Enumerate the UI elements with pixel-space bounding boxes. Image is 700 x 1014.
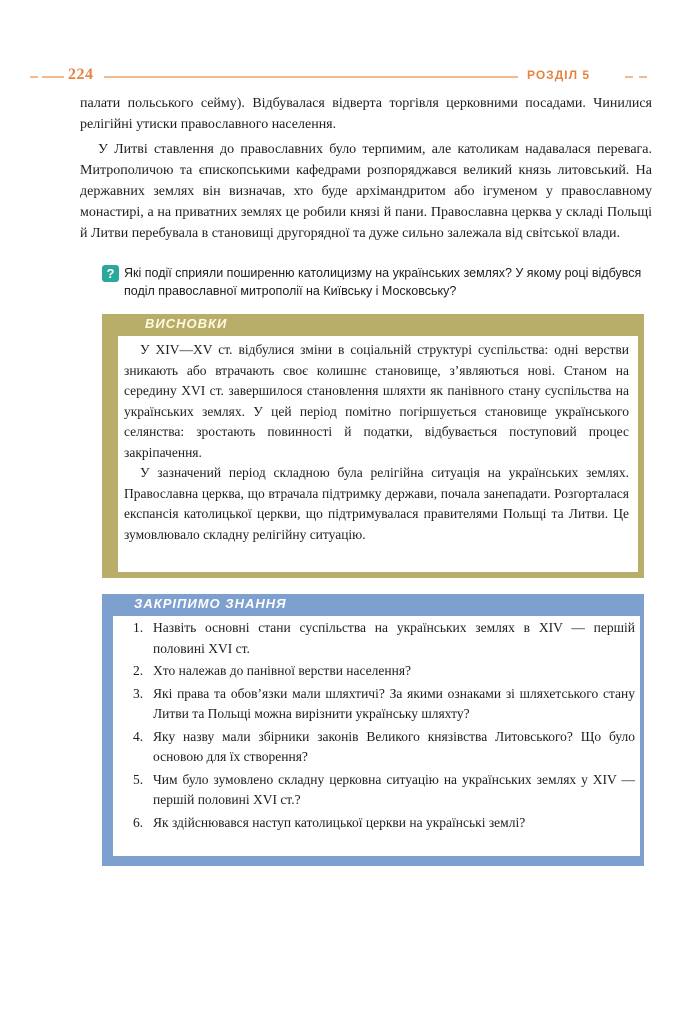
conclusions-paragraph-2: У зазначений період складною була релігійна ситуація на українських землях. Православна церква, що втрачала підтримку держави, почала занепадати. Розгорталася експансія католицької церкви, що підтримувалася правителями Польщі та Литви. Це зумовлювало складну релігійну ситуацію. bbox=[124, 465, 629, 542]
knowledge-list bbox=[113, 618, 635, 835]
conclusions-box bbox=[102, 314, 644, 578]
question-text: Які події сприяли поширенню католицизму на українських землях? У якому році відбувся поділ православної митрополії на Київську і Московську? bbox=[124, 266, 642, 298]
list-item: 4. Яку назву мали збірники законів Великого князівства Литовського? Що було основою для їх створення? bbox=[133, 728, 635, 764]
conclusions-content bbox=[118, 336, 638, 572]
header-dash-right-2 bbox=[639, 76, 647, 78]
page-header bbox=[0, 66, 700, 88]
knowledge-box bbox=[102, 594, 644, 866]
list-item: 1. Назвіть основні стани суспільства на українських землях в XIV — першій половині XVI ст. bbox=[133, 620, 635, 656]
list-item: 2. Хто належав до панівної верстви населення? bbox=[133, 663, 412, 678]
knowledge-content bbox=[113, 616, 640, 856]
paragraph-lithuania: У Литві ставлення до православних було терпимим, але католикам надавалася перевага. Митрополичою та єпископськими кафедрами розпоряджався великий князь литовський. На державних землях він визначав, хто буде архімандритом або ігуменом у православному монастирі, а на приватних землях це робили князі й пани. Православна церква у складі Польщі й Литви перебувала в становищі другорядної та дуже сильно залежала від світської влади. bbox=[80, 142, 652, 241]
header-rule-center bbox=[104, 76, 518, 78]
header-dash bbox=[30, 76, 38, 78]
list-item: 6. Як здійснювався наступ католицької церкви на українські землі? bbox=[133, 814, 526, 830]
page-number: 224 bbox=[68, 66, 94, 83]
list-item: 3. Які права та обов’язки мали шляхтичі? За якими ознаками зі шляхетського стану Литви та Польщі можна вирізнити українську шляхту? bbox=[133, 685, 635, 721]
conclusions-title: ВИСНОВКИ bbox=[145, 316, 228, 331]
section-label: РОЗДІЛ 5 bbox=[527, 68, 591, 82]
knowledge-title: ЗАКРІПИМО ЗНАННЯ bbox=[134, 596, 287, 611]
question-icon: ? bbox=[102, 265, 119, 282]
header-dash-right bbox=[625, 76, 633, 78]
conclusions-paragraph-1: У XIV—XV ст. відбулися зміни в соціальній структурі суспільства: одні верстви зникають або втрачають своє колишнє становище, з’являються нові. Станом на середину XVI ст. завершилося становлення шляхти як панівного стану суспільства на українських землях. У цей період помітно погіршується становище українського селянства: зростають повинності й податки, відбувається поступовий процес закріпачення. bbox=[124, 342, 629, 460]
list-item: 5. Чим було зумовлено складну церковна ситуацію на українських землях у XIV — першій половині XVI ст.? bbox=[133, 771, 635, 807]
paragraph-continued: палати польського сейму). Відбувалася відверта торгівля церковними посадами. Чинилися релігійні утиски православного населення. bbox=[80, 96, 652, 132]
header-rule-left bbox=[42, 76, 64, 78]
